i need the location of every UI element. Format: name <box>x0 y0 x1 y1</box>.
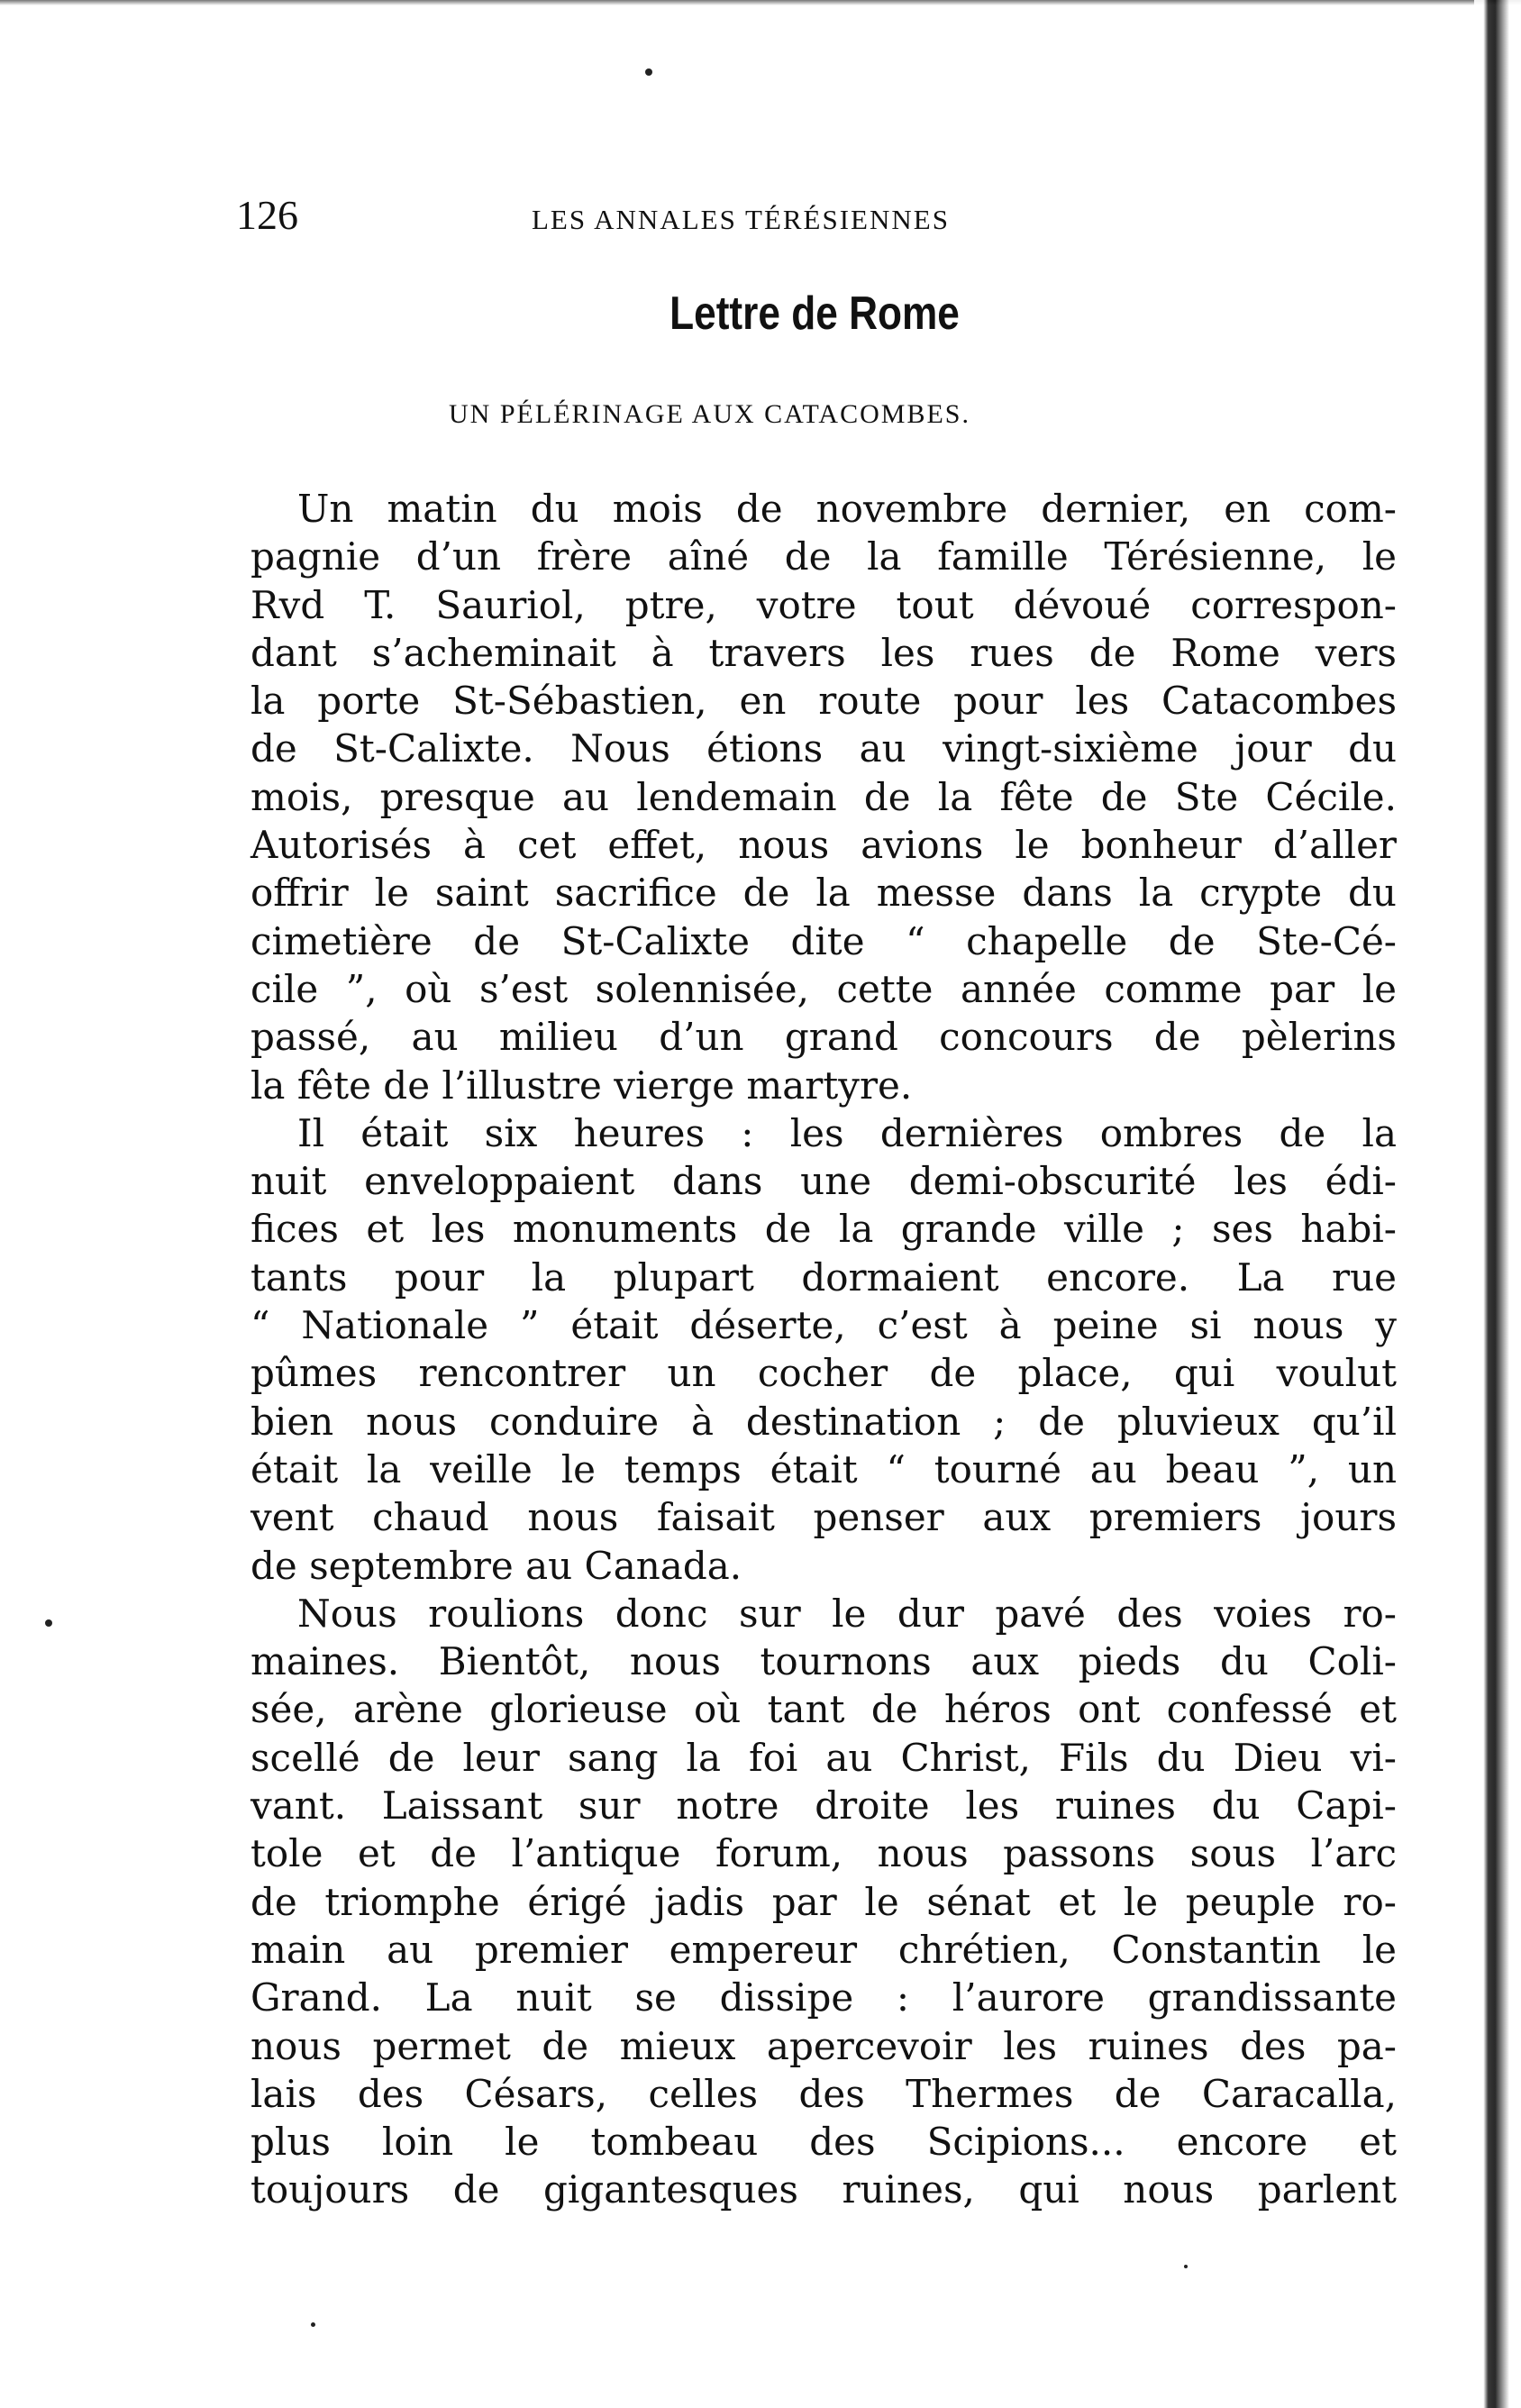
text-line: cile ”, où s’est solennisée, cette année comme par le <box>250 966 1397 1011</box>
text-line: nous permet de mieux apercevoir les ruines des pa- <box>250 2023 1397 2068</box>
text-line: Autorisés à cet effet, nous avions le bonheur d’aller <box>250 823 1397 868</box>
text-line: de triomphe érigé jadis par le sénat et le peuple ro- <box>250 1879 1397 1924</box>
text-line: sée, arène glorieuse où tant de héros ont confessé et <box>250 1687 1397 1732</box>
ink-speck <box>311 2322 315 2327</box>
text-line: Rvd T. Sauriol, ptre, votre tout dévoué correspon- <box>250 582 1397 627</box>
text-line: était la veille le temps était “ tourné au beau ”, un <box>250 1446 1397 1491</box>
article-body <box>250 485 1397 2214</box>
text-line: scellé de leur sang la foi au Christ, Fils du Dieu vi- <box>250 1735 1397 1780</box>
text-line: toujours de gigantesques ruines, qui nous parlent <box>250 2167 1397 2212</box>
text-line: pûmes rencontrer un cocher de place, qui voulut <box>250 1351 1397 1396</box>
text-line: tole et de l’antique forum, nous passons sous l’arc <box>250 1831 1397 1876</box>
text-line: Il était six heures : les dernières ombres de la <box>297 1110 1397 1155</box>
text-line: plus loin le tombeau des Scipions... encore et <box>250 2120 1397 2165</box>
text-line: vant. Laissant sur notre droite les ruines du Capi- <box>250 1783 1397 1829</box>
running-title: LES ANNALES TÉRÉSIENNES <box>532 204 950 235</box>
article-title: Lettre de Rome <box>669 287 960 340</box>
text-line: tants pour la plupart dormaient encore. La rue <box>250 1254 1397 1300</box>
ink-speck <box>1184 2265 1188 2268</box>
text-line: Grand. La nuit se dissipe : l’aurore grandissante <box>250 1975 1397 2020</box>
text-line: fices et les monuments de la grande ville ; ses habi- <box>250 1207 1397 1252</box>
text-line: offrir le saint sacrifice de la messe dans la crypte du <box>250 871 1397 916</box>
text-line: la porte St-Sébastien, en route pour les Catacombes <box>250 679 1397 724</box>
text-line: pagnie d’un frère aîné de la famille Térésienne, le <box>250 534 1397 579</box>
text-line: cimetière de St-Calixte dite “ chapelle de Ste-Cé- <box>250 918 1397 963</box>
text-line: lais des Césars, celles des Thermes de Caracalla, <box>250 2071 1397 2116</box>
text-line: vent chaud nous faisait penser aux premiers jours <box>250 1495 1397 1540</box>
text-line: de St-Calixte. Nous étions au vingt-sixième jour du <box>250 726 1397 771</box>
text-line: maines. Bientôt, nous tournons aux pieds du Coli- <box>250 1639 1397 1684</box>
ink-speck <box>645 68 652 76</box>
text-line: Un matin du mois de novembre dernier, en com- <box>297 487 1397 531</box>
page-binding-edge <box>1474 0 1521 2408</box>
text-line: bien nous conduire à destination ; de pluvieux qu’il <box>250 1399 1397 1444</box>
text-line: “ Nationale ” était déserte, c’est à peine si nous y <box>250 1303 1397 1348</box>
text-line: Nous roulions donc sur le dur pavé des voies ro- <box>297 1591 1397 1636</box>
page-number: 126 <box>236 192 298 238</box>
ink-speck <box>45 1619 52 1627</box>
text-line: main au premier empereur chrétien, Constantin le <box>250 1927 1397 1972</box>
page-header <box>236 191 1110 249</box>
text-line: passé, au milieu d’un grand concours de pèlerins <box>250 1015 1397 1060</box>
text-line: mois, presque au lendemain de la fête de Ste Cécile. <box>250 774 1397 819</box>
article-subtitle: UN PÉLÉRINAGE AUX CATACOMBES. <box>449 399 970 429</box>
text-line: la fête de l’illustre vierge martyre. <box>250 1063 913 1108</box>
text-line: nuit enveloppaient dans une demi-obscurité les édi- <box>250 1159 1397 1204</box>
text-line: dant s’acheminait à travers les rues de Rome vers <box>250 630 1397 675</box>
page-top-edge <box>0 0 1521 5</box>
text-line: de septembre au Canada. <box>250 1543 742 1588</box>
